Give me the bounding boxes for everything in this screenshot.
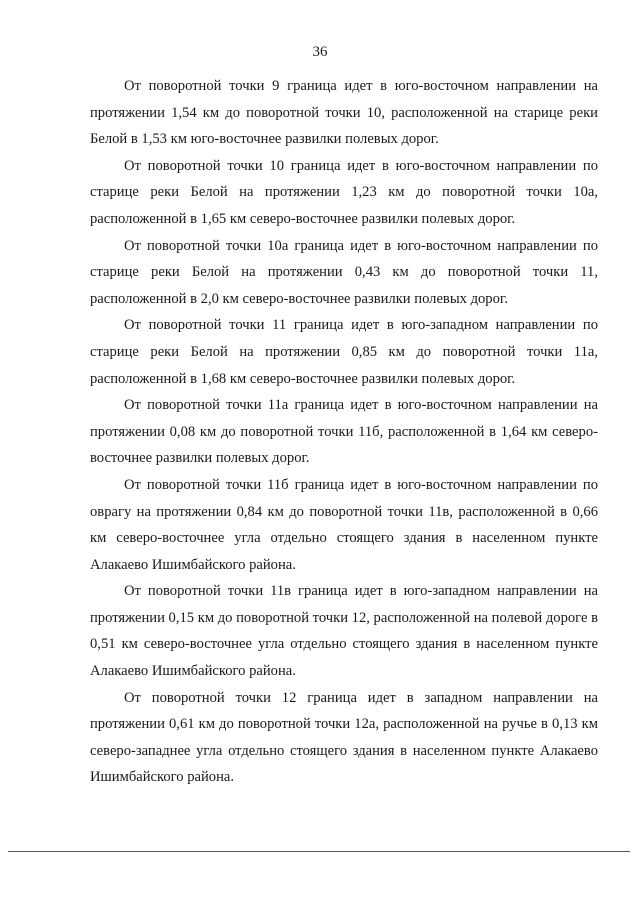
paragraph-6: От поворотной точки 11б граница идет в юго-восточном направлении по оврагу на протяжении 0,84 км до поворотной точки 11в, расположенной в 0,66 км северо-восточнее угла отдельно стоящего здания в населенном пункте Алакаево Ишимбайского района. (90, 476, 598, 573)
paragraph-5: От поворотной точки 11а граница идет в юго-восточном направлении на протяжении 0,08 км до поворотной точки 11б, расположенной в 1,64 км северо-восточнее развилки полевых дорог. (90, 397, 598, 467)
document-body (90, 73, 598, 791)
paragraph-2: От поворотной точки 10 граница идет в юго-восточном направлении по старице реки Белой на протяжении 1,23 км до поворотной точки 10а, расположенной в 1,65 км северо-восточнее развилки полевых дорог. (90, 157, 598, 227)
paragraph-8: От поворотной точки 12 граница идет в западном направлении на протяжении 0,61 км до поворотной точки 12а, расположенной на ручье в 0,13 км северо-западнее угла отдельно стоящего здания в населенном пункте Алакаево Ишимбайского района. (90, 689, 598, 786)
page-number: 36 (312, 44, 328, 60)
paragraph-7: От поворотной точки 11в граница идет в юго-западном направлении на протяжении 0,15 км до поворотной точки 12, расположенной на полевой дороге в 0,51 км северо-восточнее угла отдельно стоящего здания в населенном пункте Алакаево Ишимбайского района. (90, 583, 598, 680)
paragraph-3: От поворотной точки 10а граница идет в юго-восточном направлении по старице реки Белой на протяжении 0,43 км до поворотной точки 11, расположенной в 2,0 км северо-восточнее развилки полевых дорог. (90, 237, 598, 307)
footer-divider (8, 851, 630, 852)
paragraph-1: От поворотной точки 9 граница идет в юго-восточном направлении на протяжении 1,54 км до поворотной точки 10, расположенной на старице реки Белой в 1,53 км юго-восточнее развилки полевых дорог. (90, 78, 598, 148)
paragraph-4: От поворотной точки 11 граница идет в юго-западном направлении по старице реки Белой на протяжении 0,85 км до поворотной точки 11а, расположенной в 1,68 км северо-восточнее развилки полевых дорог. (90, 317, 598, 387)
